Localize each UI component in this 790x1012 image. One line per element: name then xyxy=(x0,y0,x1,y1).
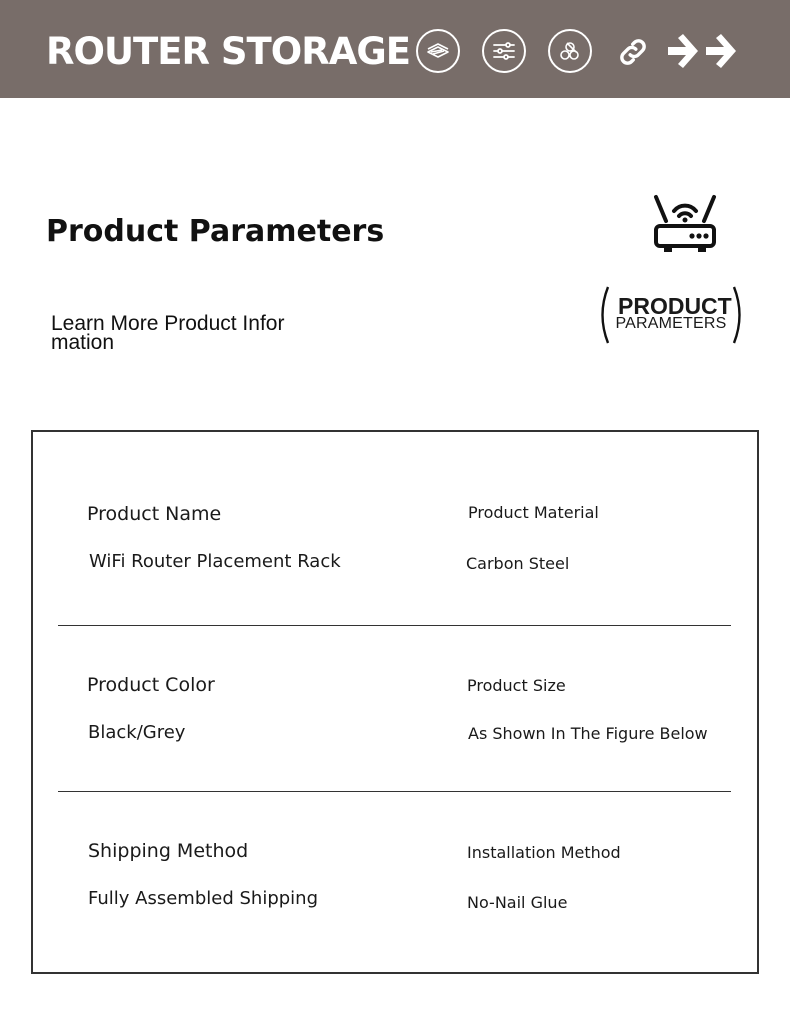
product-size-label: Product Size xyxy=(467,676,566,695)
product-size-value: As Shown In The Figure Below xyxy=(468,724,708,743)
stamp-line2: PARAMETERS xyxy=(615,315,727,332)
product-parameters-stamp xyxy=(596,284,746,346)
layers-icon xyxy=(416,29,460,73)
product-material-value: Carbon Steel xyxy=(466,554,570,573)
product-name-value: WiFi Router Placement Rack xyxy=(89,551,341,572)
product-name-label: Product Name xyxy=(87,503,222,525)
installation-method-label: Installation Method xyxy=(467,843,621,862)
installation-method-value: No-Nail Glue xyxy=(467,893,568,912)
product-color-value: Black/Grey xyxy=(88,722,186,743)
section-title: Product Parameters xyxy=(46,214,385,249)
product-material-label: Product Material xyxy=(468,503,599,522)
product-color-label: Product Color xyxy=(87,674,215,696)
shipping-method-value: Fully Assembled Shipping xyxy=(88,888,319,909)
sliders-icon xyxy=(482,29,526,73)
link-icon xyxy=(616,35,650,69)
row-divider xyxy=(58,625,731,626)
stamp-line1: PRODUCT xyxy=(618,293,732,319)
top-banner xyxy=(0,0,790,98)
section-subtitle: Learn More Product Information xyxy=(51,312,285,354)
left-paren-icon xyxy=(596,284,610,346)
banner-title: ROUTER STORAGE xyxy=(46,30,410,73)
rolls-icon xyxy=(548,29,592,73)
shipping-method-label: Shipping Method xyxy=(88,840,249,862)
row-divider xyxy=(58,791,731,792)
right-paren-icon xyxy=(732,284,746,346)
router-icon xyxy=(652,193,718,255)
double-arrow-icon xyxy=(668,33,742,69)
